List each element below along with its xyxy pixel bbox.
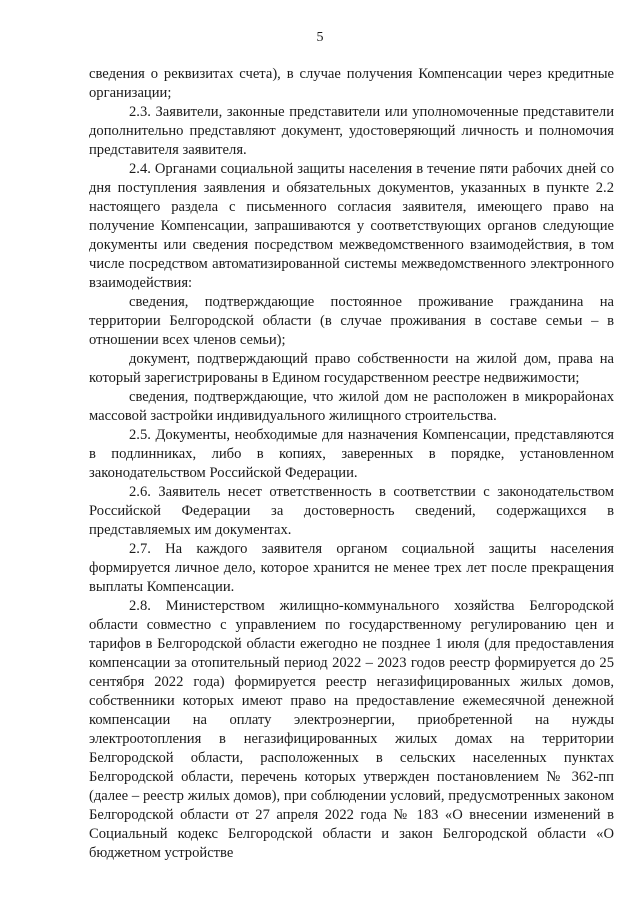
paragraph-2-3: 2.3. Заявители, законные представители или уполномоченные представители дополнительно представляют документ, удостоверяющий личность и полномочия представителя заявителя. bbox=[89, 104, 614, 158]
paragraph-2-5: 2.5. Документы, необходимые для назначения Компенсации, представляются в подлинниках, либо в копиях, заверенных в порядке, установленном законодательством Российской Федерации. bbox=[89, 427, 614, 481]
paragraph-2-4: 2.4. Органами социальной защиты населения в течение пяти рабочих дней со дня поступления заявления и обязательных документов, указанных в пункте 2.2 настоящего раздела с письменного согласия заявителя, имеющего право на получение Компенсации, запрашиваются у соответствующих органов следующие документы или сведения посредством межведомственного взаимодействия, в том числе посредством автоматизированной системы межведомственного электронного взаимодействия: bbox=[89, 161, 614, 291]
paragraph-microdistrict-info: сведения, подтверждающие, что жилой дом не расположен в микрорайонах массовой застройки индивидуального жилищного строительства. bbox=[89, 389, 614, 424]
paragraph-2-7: 2.7. На каждого заявителя органом социальной защиты населения формируется личное дело, которое хранится не менее трех лет после прекращения выплаты Компенсации. bbox=[89, 541, 614, 595]
paragraph-2-8: 2.8. Министерством жилищно-коммунального хозяйства Белгородской области совместно с управлением по государственному регулированию цен и тарифов в Белгородской области ежегодно не позднее 1 июля (для предоставления компенсации за отопительный период 2022 – 2023 годов реестр формируется до 25 сентября 2022 года) формируется реестр негазифицированных жилых домов, собственники которых имеют право на предоставление ежемесячной денежной компенсации на оплату электроэнергии, приобретенной на нужды электроотопления в негазифицированных жилых домах на территории Белгородской области, расположенных в сельских населенных пунктах Белгородской области, перечень которых утвержден постановлением № 362-пп (далее – реестр жилых домов), при соблюдении условий, предусмотренных законом Белгородской области от 27 апреля 2022 года № 183 «О внесении изменений в Социальный кодекс Белгородской области и закон Белгородской области «О бюджетном устройстве bbox=[89, 598, 614, 861]
paragraph-residence-info: сведения, подтверждающие постоянное проживание гражданина на территории Белгородской области (в случае проживания в составе семьи – в отношении всех членов семьи); bbox=[89, 294, 614, 348]
page-number: 5 bbox=[316, 30, 324, 45]
paragraph-2-6: 2.6. Заявитель несет ответственность в соответствии с законодательством Российской Федерации за достоверность сведений, содержащихся в представляемых им документах. bbox=[89, 484, 614, 538]
document-body bbox=[89, 65, 614, 863]
paragraph-ownership-document: документ, подтверждающий право собственности на жилой дом, права на который зарегистрированы в Едином государственном реестре недвижимости; bbox=[89, 351, 614, 386]
paragraph-continuation: сведения о реквизитах счета), в случае получения Компенсации через кредитные организации; bbox=[89, 66, 614, 101]
